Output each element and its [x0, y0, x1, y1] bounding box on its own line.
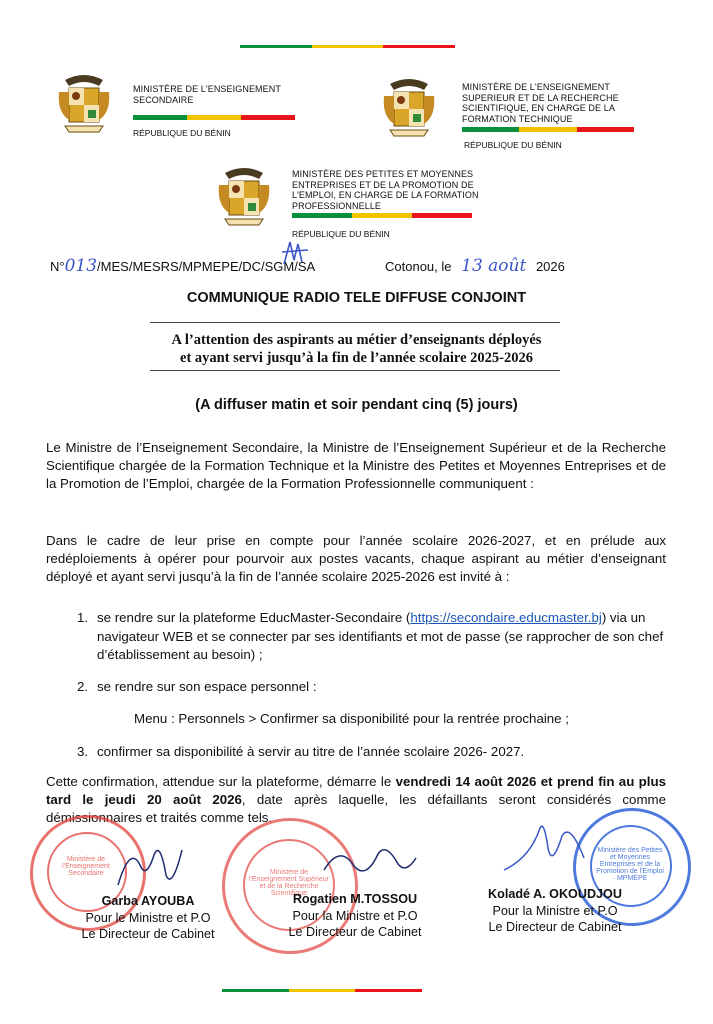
signatory-okoudjou	[460, 886, 650, 936]
step-text: ) via un navigateur WEB et se connecter par ses identifiants et mot de passe (se rapprocher de son chef d’établissement au besoin) ;	[97, 610, 664, 662]
signature-ayouba-icon	[110, 835, 190, 895]
attention-line-2: et ayant servi jusqu’à la fin de l’année scolaire 2025-2026	[180, 350, 533, 366]
country-name: RÉPUBLIQUE DU BÉNIN	[464, 140, 562, 150]
signatory-name: Koladé A. OKOUDJOU	[488, 887, 622, 901]
signatory-tossou	[265, 891, 445, 941]
bottom-flag-bar	[222, 989, 422, 992]
step-number: 1.	[77, 610, 89, 625]
signatory-name: Garba AYOUBA	[101, 894, 195, 908]
ministry-header-secondaire	[55, 72, 305, 142]
ministry-name: MINISTÈRE DES PETITES ET MOYENNES ENTREPRISES ET DE LA PROMOTION DE L'EMPLOI, EN CHARGE DE LA FORMATION PROFESSIONNELLE	[292, 169, 479, 211]
reference-handwritten-number: 013	[64, 256, 98, 276]
reference-suffix: /MES/MESRS/MPMEPE/DC/SGM/SA	[97, 259, 316, 274]
divider-top	[150, 322, 560, 323]
benin-coat-of-arms-icon	[215, 165, 273, 229]
ministry-flag-bar	[292, 213, 472, 218]
stamp-text: Ministère des Petites et Moyennes Entreprises et de la Promotion de l'Emploi · MPMEPE	[596, 847, 664, 882]
country-name: RÉPUBLIQUE DU BÉNIN	[133, 128, 231, 138]
reference-prefix: N°	[50, 259, 65, 274]
confirmation-tail: , date après laquelle, les défaillants seront considérés comme démissionnaires et traités comme tels.	[46, 792, 666, 825]
intro-paragraph: Le Ministre de l’Enseignement Secondaire, la Ministre de l’Enseignement Supérieur et de la Recherche Scientifique chargée de la Formation Technique et la Ministre des Petites et Moyennes Entreprises et de la Promotion de l’Emploi, chargée de la Formation Professionnelle communiquent :	[46, 440, 666, 491]
signatory-title: Le Directeur de Cabinet	[488, 920, 622, 934]
educmaster-link[interactable]: https://secondaire.educmaster.bj	[410, 610, 602, 625]
ministry-header-pme	[215, 165, 495, 245]
step-text: se rendre sur son espace personnel :	[97, 679, 317, 694]
attention-block	[0, 331, 713, 367]
ministry-flag-bar	[462, 127, 634, 132]
benin-coat-of-arms-icon	[380, 76, 438, 140]
step-number: 3.	[77, 744, 89, 759]
menu-path: Menu : Personnels > Confirmer sa disponibilité pour la rentrée prochaine ;	[134, 711, 569, 726]
dateline-handwritten-date: 13 août	[461, 256, 527, 276]
signatory-title: Le Directeur de Cabinet	[288, 925, 422, 939]
signatory-ayouba	[58, 893, 238, 943]
signature-tossou-icon	[320, 840, 420, 880]
stamp-text: Ministère de l'Enseignement Supérieur et de la Recherche Scientifique	[249, 869, 329, 897]
signatory-title: Le Directeur de Cabinet	[81, 927, 215, 941]
dateline-place: Cotonou, le	[385, 259, 452, 274]
country-name: RÉPUBLIQUE DU BÉNIN	[292, 229, 390, 239]
step-text: confirmer sa disponibilité à servir au titre de l’année scolaire 2026- 2027.	[97, 744, 525, 759]
ministry-name: MINISTÈRE DE L'ENSEIGNEMENT SECONDAIRE	[133, 84, 281, 105]
ministry-flag-bar	[133, 115, 295, 120]
stamp-text: Ministère de l'Enseignement Secondaire	[62, 856, 110, 877]
confirmation-lead: Cette confirmation, attendue sur la plateforme, démarre le	[46, 774, 396, 789]
signatory-name: Rogatien M.TOSSOU	[292, 892, 418, 906]
diffusion-notice: (A diffuser matin et soir pendant cinq (5) jours)	[195, 397, 518, 413]
step-text: se rendre sur la plateforme EducMaster-Secondaire (	[97, 610, 411, 625]
step-2	[77, 678, 317, 697]
signatory-role: Pour la Ministre et P.O	[492, 903, 618, 918]
initials-signature-icon	[280, 238, 310, 268]
step-1	[77, 609, 667, 665]
step-number: 2.	[77, 679, 89, 694]
dateline-year: 2026	[535, 259, 565, 274]
signatory-role: Pour la Ministre et P.O	[292, 908, 418, 923]
signature-okoudjou-icon	[500, 818, 590, 878]
benin-coat-of-arms-icon	[55, 72, 113, 136]
step-3	[77, 743, 525, 762]
attention-line-1: A l’attention des aspirants au métier d’enseignants déployés	[171, 332, 542, 348]
confirmation-dates: vendredi 14 août 2026 et prend fin au plus tard le jeudi 20 août 2026	[46, 774, 666, 807]
communique-title: COMMUNIQUE RADIO TELE DIFFUSE CONJOINT	[186, 290, 527, 306]
ministry-name: MINISTÈRE DE L'ENSEIGNEMENT SUPERIEUR ET DE LA RECHERCHE SCIENTIFIQUE, EN CHARGE DE LA FORMATION TECHNIQUE	[462, 82, 619, 124]
reference-number	[50, 256, 315, 276]
top-flag-bar	[240, 45, 455, 48]
divider-bottom	[150, 370, 560, 371]
ministry-header-superieur	[380, 76, 640, 156]
dateline	[385, 256, 565, 276]
context-paragraph: Dans le cadre de leur prise en compte pour l’année scolaire 2026-2027, et en prélude aux redéploiements à opérer pour pourvoir aux postes vacants, chaque aspirant au métier d’enseignant déployé et ayant servi jusqu’à la fin de l’année scolaire 2025-2026 est invité à :	[46, 533, 666, 584]
signatory-role: Pour le Ministre et P.O	[85, 910, 211, 925]
